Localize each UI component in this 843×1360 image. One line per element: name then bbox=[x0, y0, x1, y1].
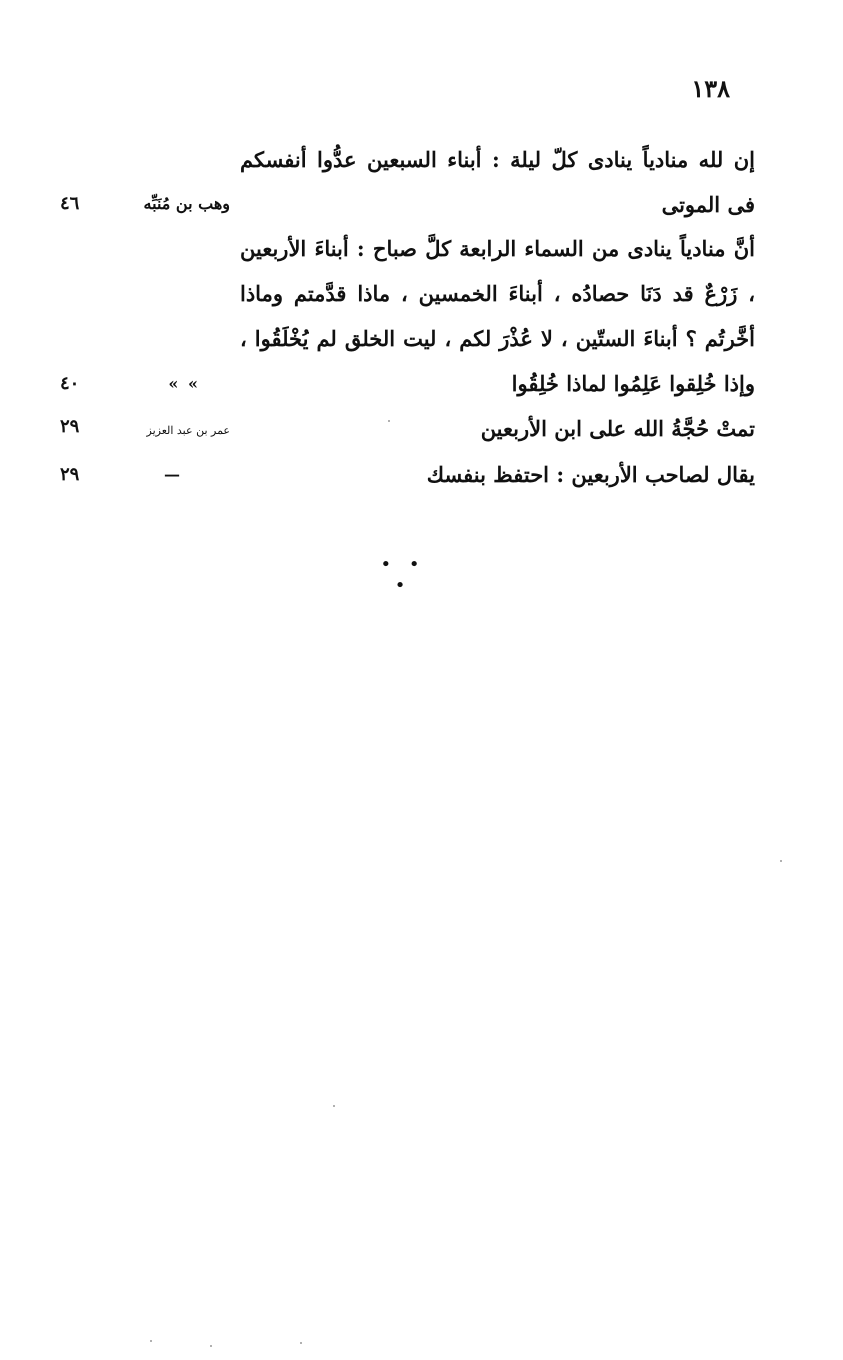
entry-1-author: وهب بن مُنَبِّه bbox=[143, 194, 230, 213]
entry-2-text: أنَّ منادياً ينادى من السماء الرابعة كلَّ صباح : أبناءَ الأربعين ، زَرْعٌ قد دَنَا حصادُه ، أبناءَ الخمسين ، ماذا قدَّمتم وماذا أخَّرتُم ؟ أبناءَ الستّين ، لا عُذْرَ لكم ، ليت الخلق لم يُخْلَقُوا ، وإذا خُلِقوا عَلِمُوا لماذا خُلِقُوا bbox=[240, 236, 755, 396]
entry-3-author: عمر بن عبد العزيز bbox=[146, 424, 230, 437]
entry-4-dash: — bbox=[164, 465, 180, 484]
scan-speck bbox=[388, 420, 390, 422]
entry-4-text: يقال لصاحب الأربعين : احتفظ بنفسك bbox=[426, 462, 755, 487]
section-ornament: • • • bbox=[380, 554, 426, 596]
entry-2 bbox=[60, 226, 755, 416]
scan-speck bbox=[780, 860, 782, 862]
page-number: ١٣٨ bbox=[691, 74, 730, 103]
entry-3 bbox=[60, 406, 755, 451]
entry-1-number: ٤٦ bbox=[60, 193, 80, 214]
entry-4-number: ٢٩ bbox=[60, 464, 80, 485]
entry-2-ditto: » » bbox=[168, 374, 200, 393]
entry-3-number: ٢٩ bbox=[60, 416, 80, 437]
scan-speck bbox=[300, 1342, 302, 1344]
scan-speck bbox=[210, 1345, 212, 1347]
entry-3-text: تمتْ حُجَّةُ الله على ابن الأربعين bbox=[480, 416, 755, 441]
scan-speck bbox=[150, 1340, 152, 1342]
entry-1 bbox=[60, 137, 755, 232]
entry-1-text: إن لله منادياً ينادى كلّ ليلة : أبناء السبعين عدُّوا أنفسكم فى الموتى bbox=[240, 147, 755, 217]
entry-2-number: ٤٠ bbox=[60, 373, 80, 394]
entry-4 bbox=[60, 452, 755, 497]
scan-speck bbox=[333, 1105, 335, 1107]
